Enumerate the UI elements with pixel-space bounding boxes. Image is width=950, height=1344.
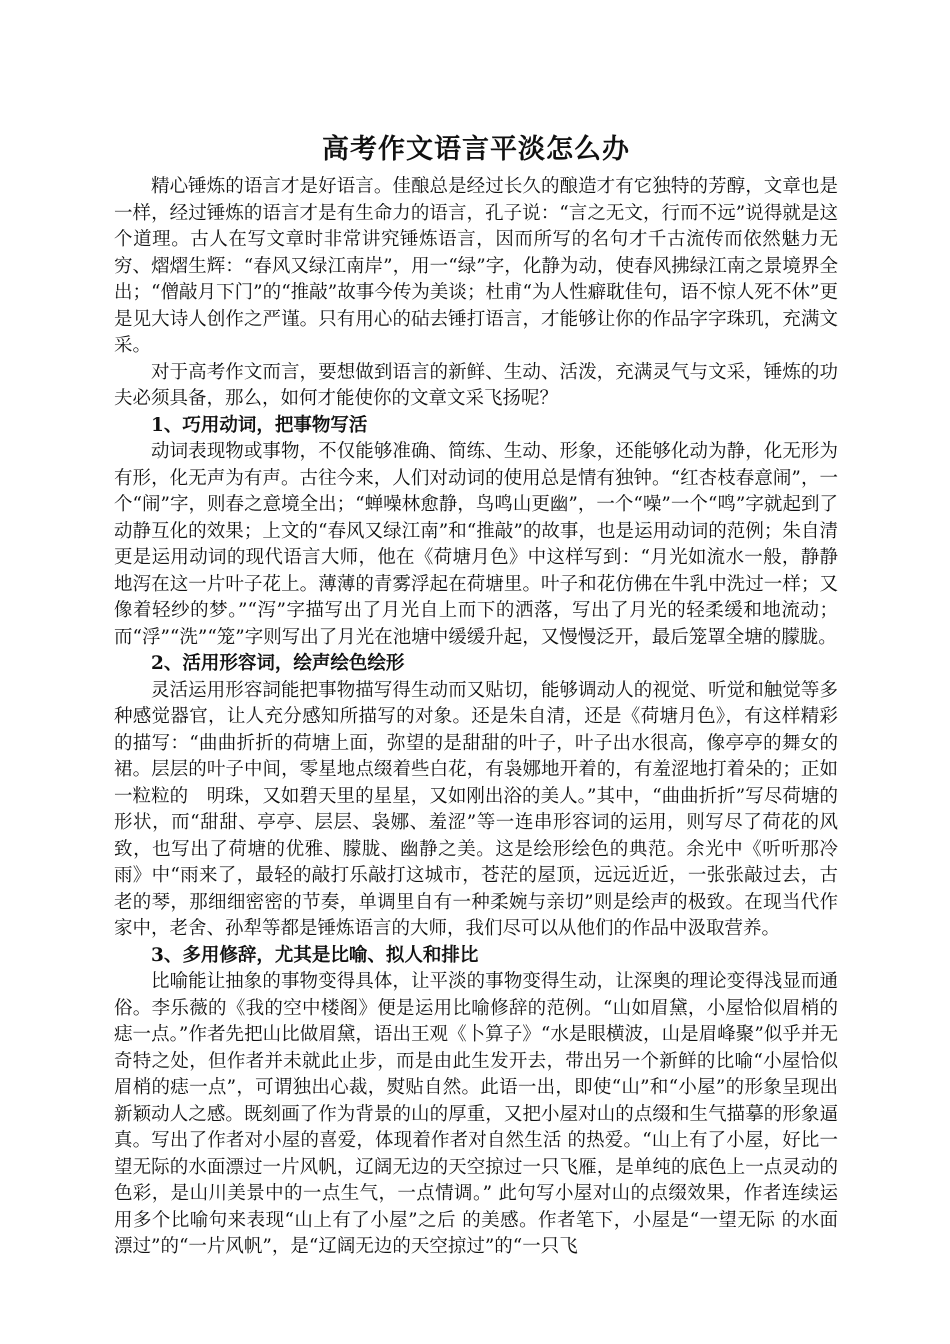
paragraph-adjectives: 灵活运用形容詞能把事物描写得生动而又贴切，能够调动人的视觉、听觉和触觉等多种感觉器官，让人充分感知所描写的对象。还是朱自清，还是《荷塘月色》，有这样精彩的描写：“曲曲折折的荷塘上面，弥望的是甜甜的叶子，叶子出水很高，像亭亭的舞女的裙。层层的叶子中间，零星地点缀着些白花，有袅娜地开着的，有羞涩地打着朵的；正如一粒粒的 明珠，又如碧天里的星星，又如刚出浴的美人。”其中，“曲曲折折”写尽荷塘的形状，而“甜甜、亭亭、层层、袅娜、羞涩”等一连串形容词的运用，则写尽了荷花的风致，也写出了荷塘的优雅、朦胧、幽静之美。这是绘形绘色的典范。余光中《听听那冷雨》中“雨来了，最轻的敲打乐敲打这城市，苍茫的屋顶，远远近近，一张张敲过去，古老的琴，那细细密密的节奏，单调里自有一种柔婉与亲切”则是绘声的极致。在现当代作家中，老舍、孙犁等都是锤炼语言的大师，我们尽可以从他们的作品中汲取营养。 xyxy=(114,679,838,939)
paragraph-intro: 精心锤炼的语言才是好语言。佳酿总是经过长久的酿造才有它独特的芳醇，文章也是一样，经过锤炼的语言才是有生命力的语言，孔子说：“言之无文，行而不远”说得就是这个道理。古人在写文章时非常讲究锤炼语言，因而所写的名句才千古流传而依然魅力无穷、熠熠生辉：“春风又绿江南岸”，用一“绿”字，化静为动，使春风拂绿江南之景境界全出；“僧敲月下门”的“推敲”故事今传为美谈；杜甫“为人性癖耽佳句，语不惊人死不休”更是见大诗人创作之严谨。只有用心的砧去锤打语言，才能够让你的作品字字珠玑，充满文采。 xyxy=(114,176,838,356)
paragraph-verbs: 动词表现物或事物，不仅能够准确、简练、生动、形象，还能够化动为静，化无形为有形，化无声为有声。古往今来，人们对动词的使用总是情有独钟。“红杏枝春意闹”，一个“闹”字，则春之意境全出；“蝉噪林愈静，鸟鸣山更幽”，一个“噪”一个“鸣”字就起到了动静互化的效果；上文的“春风又绿江南”和“推敲”的故事，也是运用动词的范例；朱自清更是运用动词的现代语言大师，他在《荷塘月色》中这样写到：“月光如流水一般，静静地泻在这一片叶子花上。薄薄的青雾浮起在荷塘里。叶子和花仿佛在牛乳中洗过一样；又像着轻纱的梦。”“泻”字描写出了月光自上而下的洒落，写出了月光的轻柔缓和地流动；而“浮”“洗”“笼”字则写出了月光在池塘中缓缓升起，又慢慢泛开，最后笼罩全塘的朦胧。 xyxy=(114,441,838,648)
document-title: 高考作文语言平淡怎么办 xyxy=(322,134,630,165)
section-heading-adjectives: 2、活用形容词，绘声绘色绘形 xyxy=(151,653,405,674)
section-heading-verbs: 1、巧用动词，把事物写活 xyxy=(151,414,368,436)
section-heading-rhetoric: 3、多用修辞，尤其是比喻、拟人和排比 xyxy=(151,944,479,966)
document-page xyxy=(114,130,838,1261)
paragraph-rhetoric: 比喻能让抽象的事物变得具体，让平淡的事物变得生动，让深奥的理论变得浅显而通俗。李乐薇的《我的空中楼阁》便是运用比喻修辞的范例。“山如眉黛，小屋恰似眉梢的痣一点。”作者先把山比做眉黛，语出王观《卜算子》“水是眼横波，山是眉峰聚”似乎并无奇特之处，但作者并未就此止步，而是由此生发开去，带出另一个新鲜的比喻“小屋恰似眉梢的痣一点”，可谓独出心裁，熨贴自然。此语一出，即使“山”和“小屋”的形象呈现出新颖动人之感。既刻画了作为背景的山的厚重，又把小屋对山的点缀和生气描摹的形象逼真。写出了作者对小屋的喜爱，体现着作者对自然生活 的热爱。“山上有了小屋，好比一望无际的水面漂过一片风帆，辽阔无边的天空掠过一只飞雁，是单纯的底色上一点灵动的色彩，是山川美景中的一点生气，一点情调。” 此句写小屋对山的点缀效果，作者连续运用多个比喻句来表现“山上有了小屋”之后 的美感。作者笔下，小屋是“一望无际 的水面漂过”的“一片风帆”，是“辽阔无边的天空掠过”的“一只飞 xyxy=(114,971,838,1257)
paragraph-question: 对于高考作文而言，要想做到语言的新鲜、生动、活泼，充满灵气与文采，锤炼的功夫必须具备，那么，如何才能使你的文章文采飞扬呢？ xyxy=(114,361,838,409)
